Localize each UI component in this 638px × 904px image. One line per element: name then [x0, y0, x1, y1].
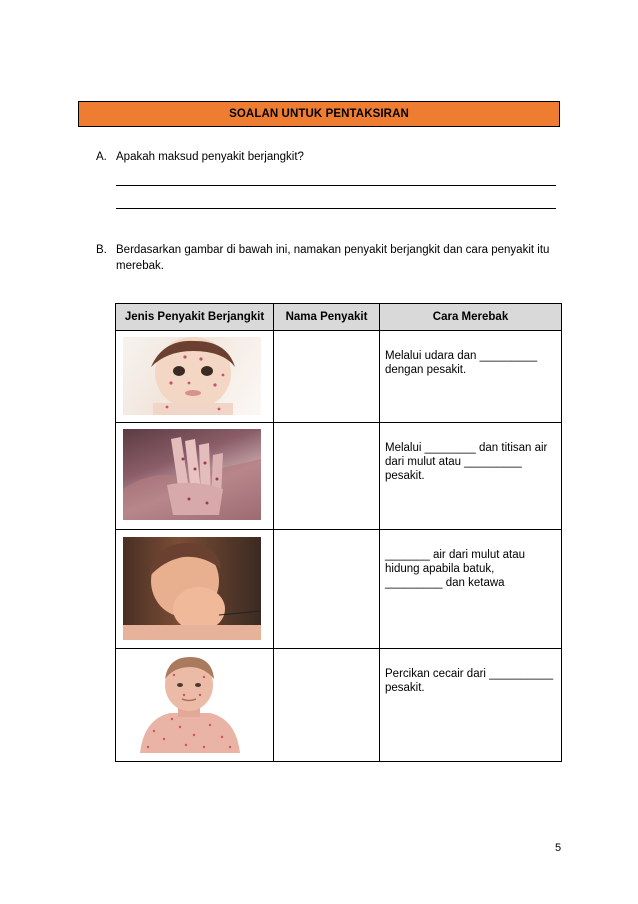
question-b-letter: B. [96, 244, 107, 256]
cara-merebak-text: Percikan cecair dari __________ pesakit. [385, 668, 554, 694]
section-banner [78, 101, 560, 127]
answer-line[interactable] [116, 208, 556, 209]
question-a-letter: A. [96, 151, 107, 163]
cara-merebak-cell [380, 649, 562, 762]
table-header-row [116, 304, 562, 331]
image-cell [116, 530, 274, 649]
cara-merebak-text: Melalui ________ dan titisan air dari mulut atau _________ pesakit. [385, 442, 548, 482]
table-row [116, 530, 562, 649]
cara-merebak-cell [380, 530, 562, 649]
nama-penyakit-cell[interactable] [274, 530, 380, 649]
disease-table [115, 303, 562, 762]
child-measles-illustration [134, 655, 246, 753]
image-cell [116, 331, 274, 423]
nama-penyakit-cell[interactable] [274, 331, 380, 423]
header-cara: Cara Merebak [380, 304, 562, 331]
question-a-text: Apakah maksud penyakit berjangkit? [116, 151, 304, 163]
cara-merebak-text: Melalui udara dan _________ dengan pesakit. [385, 350, 538, 376]
table-row [116, 649, 562, 762]
child-face-chickenpox-photo [123, 337, 261, 415]
cara-merebak-cell [380, 423, 562, 530]
image-cell [116, 423, 274, 530]
table-row [116, 331, 562, 423]
header-jenis: Jenis Penyakit Berjangkit [116, 304, 274, 331]
image-cell [116, 649, 274, 762]
nama-penyakit-cell[interactable] [274, 423, 380, 530]
header-nama: Nama Penyakit [274, 304, 380, 331]
nama-penyakit-cell[interactable] [274, 649, 380, 762]
child-swollen-neck-photo [123, 537, 261, 640]
answer-line[interactable] [116, 185, 556, 186]
banner-title: SOALAN UNTUK PENTAKSIRAN [229, 108, 409, 120]
question-b-text: Berdasarkan gambar di bawah ini, namakan penyakit berjangkit dan cara penyakit itu merebak. [116, 244, 550, 272]
cara-merebak-cell [380, 331, 562, 423]
hands-rash-photo [123, 429, 261, 520]
cara-merebak-text: _______ air dari mulut atau hidung apabila batuk, _________ dan ketawa [385, 549, 526, 589]
page-number: 5 [555, 842, 562, 854]
table-row [116, 423, 562, 530]
